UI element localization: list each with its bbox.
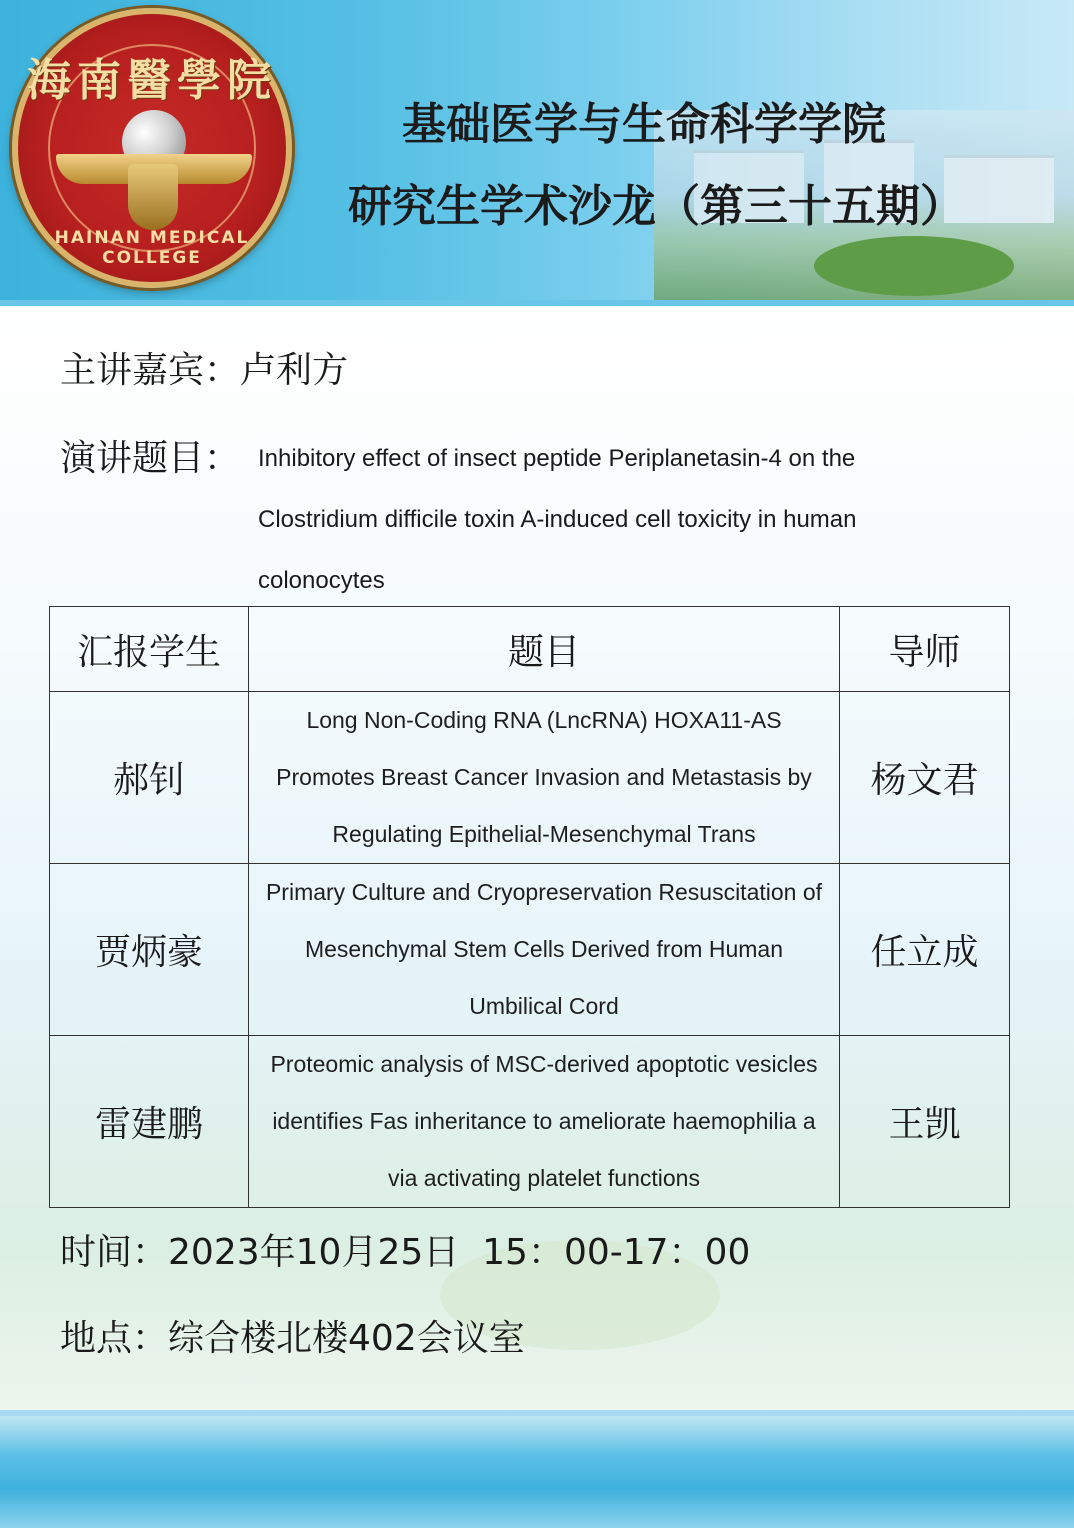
time-value: 2023年10月25日 15：00-17：00 (168, 1232, 751, 1273)
mentor-name: 任立成 (840, 864, 1010, 1036)
time-line (60, 1224, 750, 1275)
report-table (49, 606, 1010, 1208)
time-label: 时间： (60, 1232, 169, 1273)
report-topic: Primary Culture and Cryopreservation Resuscitation of Mesenchymal Stem Cells Derived from Human Umbilical Cord (249, 864, 840, 1036)
table-row (50, 864, 1010, 1036)
student-name: 贾炳豪 (50, 864, 249, 1036)
location-label: 地点： (60, 1318, 169, 1359)
header-topic: 题目 (249, 607, 840, 692)
table-header-row (50, 607, 1010, 692)
talk-label: 演讲题目： (60, 438, 241, 479)
report-topic: Long Non-Coding RNA (LncRNA) HOXA11-AS Promotes Breast Cancer Invasion and Metastasis by Regulating Epithelial-Mesenchymal Trans (249, 692, 840, 864)
header-banner (0, 0, 1074, 300)
location-line (60, 1310, 525, 1361)
header-student: 汇报学生 (50, 607, 249, 692)
mentor-name: 王凯 (840, 1036, 1010, 1208)
report-topic: Proteomic analysis of MSC-derived apoptotic vesicles identifies Fas inheritance to ameliorate haemophilia a via activating platelet functions (249, 1036, 840, 1208)
page-subtitle: 研究生学术沙龙（第三十五期） (348, 181, 964, 232)
speaker-line (60, 342, 348, 393)
header-mentor: 导师 (840, 607, 1010, 692)
table-row (50, 692, 1010, 864)
college-logo (12, 8, 292, 288)
logo-seal-text: 海南醫學院 (27, 55, 277, 106)
talk-title: Inhibitory effect of insect peptide Periplanetasin-4 on the Clostridium difficile toxin A-induced cell toxicity in human colonocytes (258, 445, 857, 594)
mentor-name: 杨文君 (840, 692, 1010, 864)
campus-lawn (814, 236, 1014, 296)
footer-banner (0, 1416, 1074, 1528)
speaker-label: 主讲嘉宾： (60, 350, 241, 391)
student-name: 郝钊 (50, 692, 249, 864)
student-name: 雷建鹏 (50, 1036, 249, 1208)
logo-shield-icon (128, 164, 178, 230)
page-title: 基础医学与生命科学学院 (402, 99, 886, 150)
table-row (50, 1036, 1010, 1208)
logo-english-text: HAINAN MEDICAL COLLEGE (54, 228, 250, 268)
location-value: 综合楼北楼402会议室 (168, 1318, 525, 1359)
speaker-name: 卢利方 (240, 350, 349, 391)
